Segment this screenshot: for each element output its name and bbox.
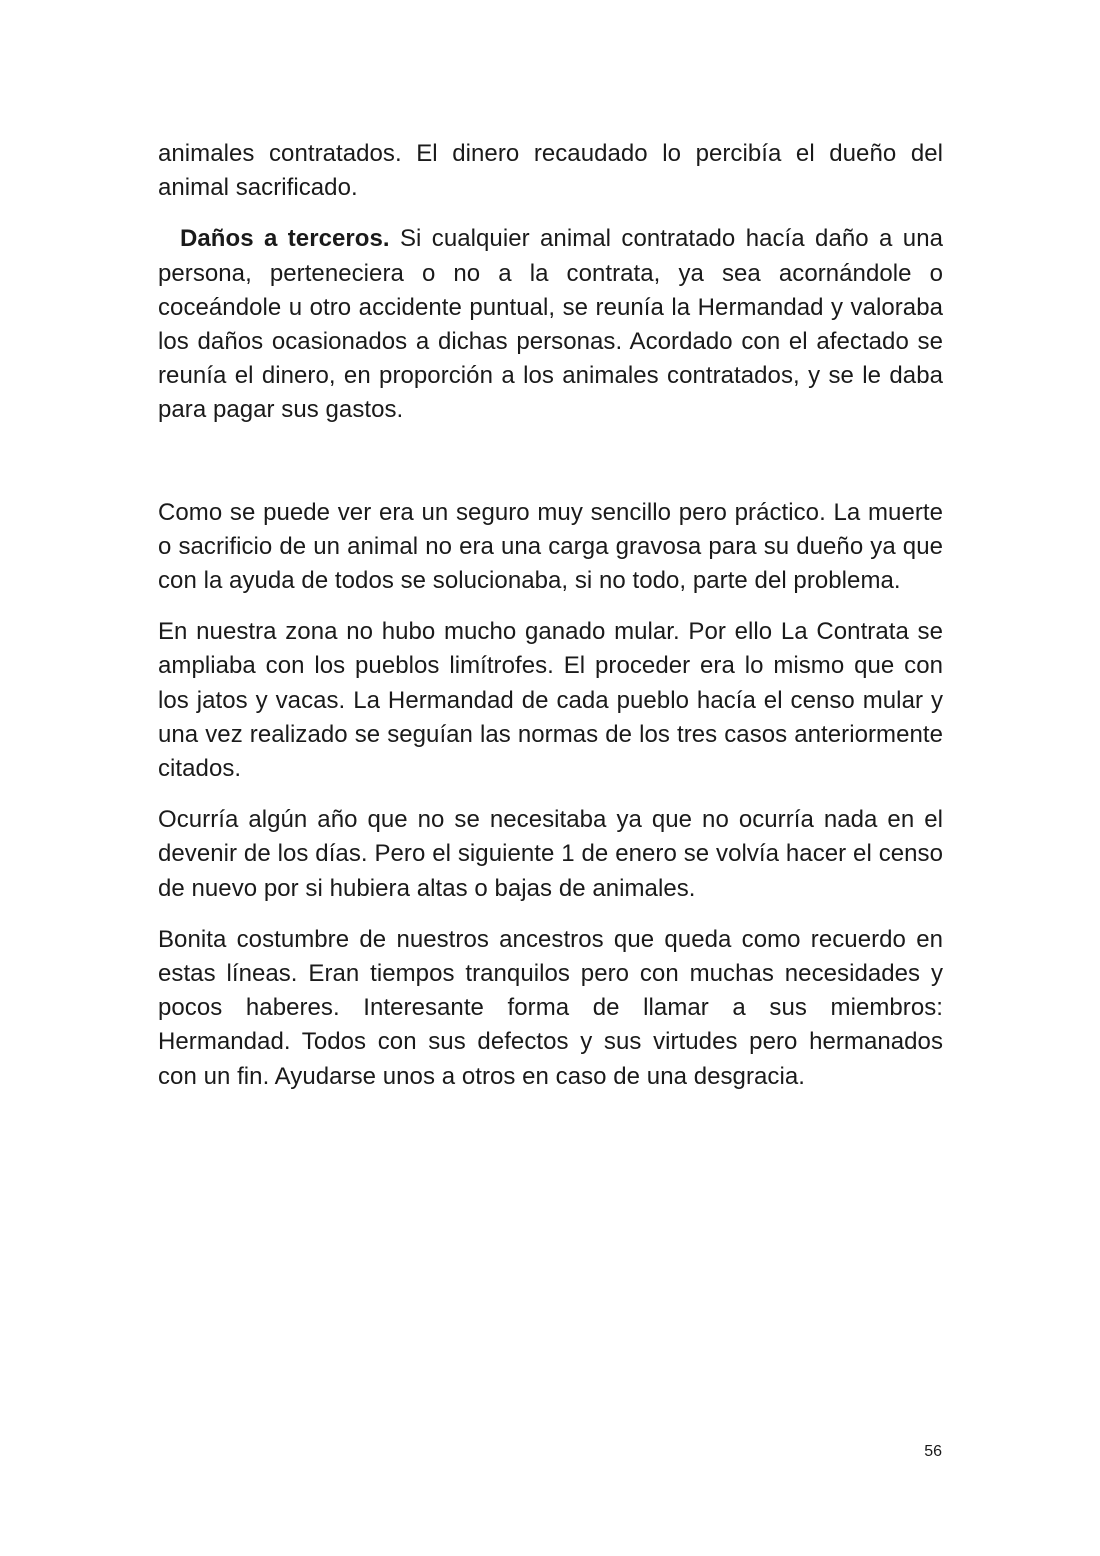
paragraph-insurance-summary: Como se puede ver era un seguro muy sencillo pero práctico. La muerte o sacrificio de un animal no era una carga gravosa para su dueño ya que con la ayuda de todos se solucionaba, si no todo, parte del problema.: [158, 498, 943, 595]
paragraph-closing: Bonita costumbre de nuestros ancestros que queda como recuerdo en estas líneas. Eran tiempos tranquilos pero con muchas necesidades y pocos haberes. Interesante forma de llamar a sus miembros: Hermandad. Todos con sus defectos y sus virtudes pero hermanados con un fin. Ayudarse unos a otros en caso de una desgracia.: [158, 925, 943, 1090]
page-number: 56: [924, 1443, 942, 1460]
paragraph-annual-census: Ocurría algún año que no se necesitaba ya que no ocurría nada en el devenir de los días. Pero el siguiente 1 de enero se volvía hacer el censo de nuevo por si hubiera altas o bajas de animales.: [158, 806, 943, 902]
paragraph-spacer: [158, 445, 943, 496]
paragraph-mule-livestock: En nuestra zona no hubo mucho ganado mular. Por ello La Contrata se ampliaba con los pueblos limítrofes. El proceder era lo mismo que con los jatos y vacas. La Hermandad de cada pueblo hacía el censo mular y una vez realizado se seguían las normas de los tres casos anteriormente citados.: [158, 618, 943, 783]
paragraph-continuation: animales contratados. El dinero recaudado lo percibía el dueño del animal sacrificado.: [158, 140, 943, 202]
body-text: [158, 137, 943, 1111]
paragraph-third-party-damages: [158, 222, 943, 427]
paragraph-body: Si cualquier animal contratado hacía daño a una persona, perteneciera o no a la contrata, ya sea acornándole o coceándole u otro accidente puntual, se reunía la Hermandad y valoraba los daños ocasionados a dichas personas. Acordado con el afectado se reunía el dinero, en proporción a los animales contratados, y se le daba para pagar sus gastos.: [158, 225, 943, 424]
section-lead-heading: Daños a terceros.: [180, 225, 390, 253]
